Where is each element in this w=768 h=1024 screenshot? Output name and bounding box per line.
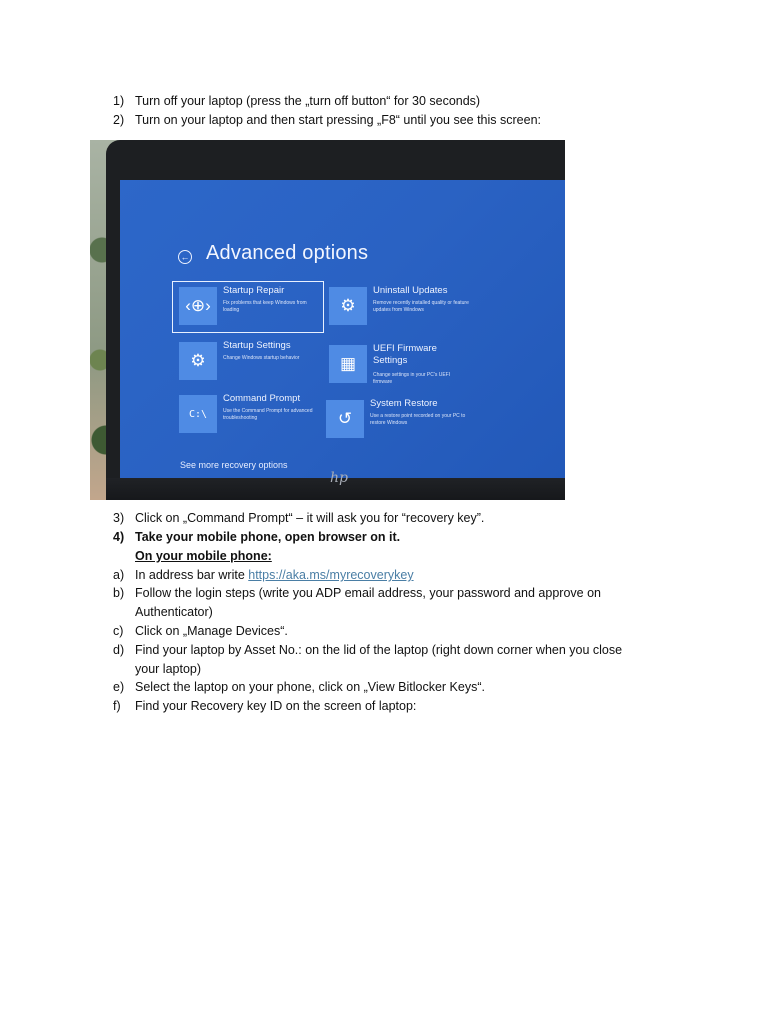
step-number: 1) — [113, 94, 125, 108]
substep-letter: c) — [113, 624, 124, 638]
option-title: Command Prompt — [223, 393, 301, 404]
substep-d — [113, 641, 673, 679]
step-text: Turn off your laptop (press the „turn off button“ for 30 seconds) — [135, 94, 481, 108]
substep-f — [113, 697, 673, 716]
substep-text-cont: your laptop) — [135, 662, 202, 676]
terminal-icon: C:\ — [179, 395, 217, 433]
restore-icon: ↺ — [326, 400, 364, 438]
substep-letter: f) — [113, 699, 121, 713]
option-system-restore — [320, 395, 470, 445]
step-4 — [113, 528, 673, 547]
firmware-icon: ▦ — [329, 345, 367, 383]
substep-b — [113, 584, 673, 622]
more-recovery-options-link: See more recovery options — [180, 460, 288, 470]
recovery-key-link[interactable]: https://aka.ms/myrecoverykey — [248, 568, 414, 582]
step-text: Click on „Command Prompt“ – it will ask you for “recovery key”. — [135, 511, 485, 525]
substep-a — [113, 566, 673, 585]
step-number: 4) — [113, 530, 125, 544]
substep-text-cont: Authenticator) — [135, 605, 213, 619]
option-desc: Use a restore point recorded on your PC to restore Windows — [370, 413, 466, 426]
substep-text: Find your Recovery key ID on the screen of laptop: — [135, 699, 417, 713]
substep-e — [113, 678, 673, 697]
step-1 — [113, 92, 673, 111]
back-arrow-icon: ← — [178, 250, 192, 264]
substep-text: Follow the login steps (write you ADP email address, your password and approve on — [135, 586, 601, 600]
laptop-photo — [90, 140, 565, 500]
screen-title: Advanced options — [206, 242, 369, 264]
option-desc: Remove recently installed quality or feature updates from Windows — [373, 300, 469, 313]
option-uefi-firmware — [323, 340, 473, 390]
gear-icon: ⚙ — [329, 287, 367, 325]
step-2 — [113, 111, 673, 130]
substep-letter: a) — [113, 568, 125, 582]
substep-letter: d) — [113, 643, 125, 657]
step-number: 3) — [113, 511, 125, 525]
option-desc: Use the Command Prompt for advanced troubleshooting — [223, 408, 313, 421]
option-title: Startup Repair — [223, 285, 285, 296]
step-number: 2) — [113, 113, 125, 127]
substep-text: Click on „Manage Devices“. — [135, 624, 288, 638]
substep-c — [113, 622, 673, 641]
option-desc: Change settings in your PC's UEFI firmware — [373, 372, 451, 385]
option-desc: Fix problems that keep Windows from loading — [223, 300, 307, 313]
option-uninstall-updates — [323, 282, 473, 332]
mobile-heading-text: On your mobile phone: — [135, 549, 272, 563]
gear-icon: ⚙ — [179, 342, 217, 380]
option-desc: Change Windows startup behavior — [223, 355, 300, 361]
advanced-options-screen — [120, 180, 565, 480]
option-title: UEFI Firmware Settings — [373, 343, 437, 366]
step-3 — [113, 509, 673, 528]
step-text: Take your mobile phone, open browser on it. — [135, 530, 401, 544]
substep-letter: b) — [113, 586, 125, 600]
step-text: Turn on your laptop and then start pressing „F8“ until you see this screen: — [135, 113, 541, 127]
mobile-heading — [113, 547, 673, 566]
substep-letter: e) — [113, 680, 125, 694]
code-icon: ‹⊕› — [179, 287, 217, 325]
option-title: Startup Settings — [223, 340, 291, 351]
option-startup-repair — [173, 282, 323, 332]
option-title: System Restore — [370, 398, 438, 409]
hp-logo: hp — [330, 470, 348, 486]
substep-text: Select the laptop on your phone, click on „View Bitlocker Keys“. — [135, 680, 485, 694]
option-title: Uninstall Updates — [373, 285, 448, 296]
substep-text: Find your laptop by Asset No.: on the lid of the laptop (right down corner when you close — [135, 643, 623, 657]
substep-text: In address bar write — [135, 568, 249, 582]
option-startup-settings — [173, 337, 323, 387]
option-command-prompt — [173, 390, 323, 440]
